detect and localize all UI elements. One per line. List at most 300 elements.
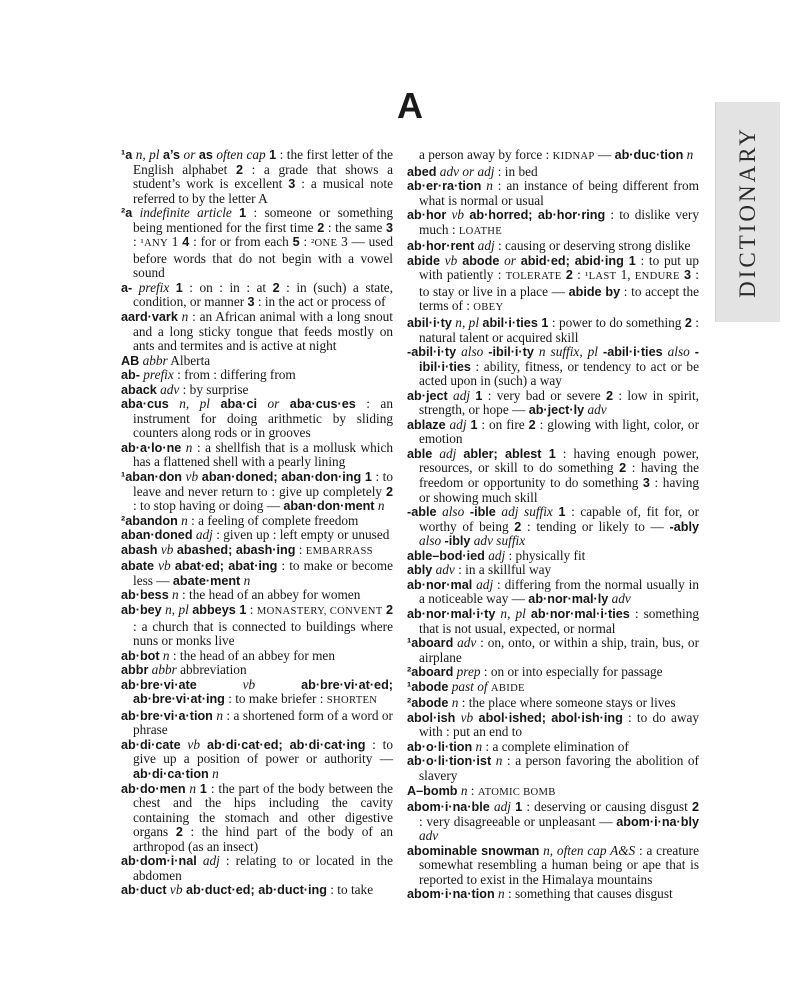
text-run: ²aboard	[407, 665, 454, 680]
dictionary-entry	[407, 316, 699, 345]
text-run: abom·i·na·bly	[616, 814, 699, 829]
text-run: EMBARRASS	[305, 545, 373, 557]
text-run: n	[448, 695, 459, 711]
text-run: prefix	[132, 279, 176, 295]
text-run: 2	[235, 162, 243, 177]
text-run: 1	[475, 388, 483, 403]
text-run: : the part of the body between the chest and the hips including the cavity containing the stomach and other digestive organs	[133, 780, 393, 840]
dictionary-entry	[407, 887, 699, 902]
text-run: adj suffix	[495, 504, 559, 520]
text-run: 2	[528, 417, 536, 432]
text-run: : an instrument for doing arithmetic by sliding counters along rods or in grooves	[133, 396, 393, 441]
text-run: 3	[288, 177, 296, 192]
text-run: ab·duct·ed; ab·duct·ing	[182, 883, 327, 898]
text-run: : for or from each	[189, 234, 293, 250]
text-run: : to give up a position of power or authority —	[133, 736, 394, 767]
dictionary-entry	[121, 709, 393, 738]
text-run: ¹a	[121, 148, 133, 162]
text-run: 2	[565, 268, 573, 283]
text-run: -able	[407, 505, 437, 520]
text-run: 3 — used before words that do not begin with a vowel sound	[133, 234, 394, 281]
dictionary-entry	[407, 208, 699, 239]
text-run: : an African animal with a long snout and a long sticky tongue that feeds mostly on ants and termites and is active at night	[133, 309, 393, 354]
text-run: abide by	[568, 284, 621, 299]
dictionary-entry	[407, 447, 699, 505]
text-run: abat·ed; abat·ing	[170, 559, 278, 574]
text-run: : the same	[324, 219, 386, 235]
text-run: a person away by force :	[419, 147, 553, 162]
text-run: ab·o·li·tion·ist	[407, 754, 492, 769]
text-run: ab·dom·i·nal	[121, 854, 197, 869]
dictionary-entry	[407, 754, 699, 783]
text-run: also	[436, 504, 470, 520]
text-run: 1	[175, 280, 183, 295]
dictionary-entry	[121, 148, 393, 206]
text-run: :	[299, 234, 312, 250]
text-run: 2	[272, 280, 280, 295]
text-run: : to accept the terms of :	[419, 283, 700, 314]
text-run: n, pl	[451, 315, 483, 331]
text-run: adj	[447, 387, 476, 403]
text-run: : on or into especially for passage	[480, 664, 663, 680]
text-run: : a shortened form of a word or phrase	[133, 707, 393, 738]
text-run: or	[180, 147, 199, 162]
text-run: ab·bre·vi·a·tion	[121, 708, 213, 723]
text-run: ¹aboard	[407, 636, 454, 651]
text-run: aban·doned; aban·don·ing 1	[198, 470, 372, 485]
text-run: abol·ished; abol·ish·ing	[473, 710, 623, 725]
text-run: : in (such) a state, condition, or manner	[133, 279, 394, 310]
text-run: or	[257, 396, 290, 412]
text-run: MONASTERY, CONVENT	[256, 605, 383, 617]
dictionary-entry	[121, 354, 393, 369]
dictionary-entry	[121, 588, 393, 603]
text-run: abom·i·na·tion	[407, 887, 495, 902]
text-run: ab·do·men	[121, 781, 186, 796]
text-run: abil·i·ty	[407, 316, 452, 331]
dictionary-entry	[121, 206, 393, 281]
text-run: n, pl	[161, 601, 193, 617]
dictionary-entry	[121, 663, 393, 678]
text-run: Alberta	[167, 352, 211, 368]
text-run: ab·bey	[121, 602, 162, 617]
text-run: ab·nor·mal·i·ty	[407, 606, 496, 621]
text-run: -ibil·i·ty	[488, 345, 534, 360]
text-run: AB	[121, 353, 140, 368]
dictionary-entry	[407, 239, 699, 254]
text-run: or	[499, 252, 521, 268]
text-run: : having the freedom or opportunity to do something	[419, 460, 699, 491]
text-run: -ibly	[444, 534, 471, 549]
text-run: abate	[121, 559, 154, 574]
text-run: ENDURE	[634, 271, 680, 283]
text-run: : having or showing much skill	[419, 475, 699, 505]
text-run: vb	[196, 676, 256, 692]
text-run: ab·duc·tion	[614, 148, 684, 162]
text-run: past of	[448, 678, 491, 694]
text-run: 1	[239, 206, 247, 221]
text-run: ¹LAST	[585, 271, 617, 283]
text-run: ab·bre·vi·ate	[121, 677, 197, 692]
text-run: ²abode	[407, 696, 449, 711]
text-run: n suffix, pl	[533, 344, 603, 360]
text-run: also	[456, 344, 489, 360]
text-run: vb	[157, 541, 174, 557]
text-run: ab·ject·ly	[528, 403, 585, 418]
text-run: able–bod·ied	[407, 548, 485, 563]
text-run: n	[683, 147, 694, 162]
dictionary-entry	[121, 397, 393, 441]
text-run: : physically fit	[505, 547, 586, 563]
text-run: : tending or likely to —	[521, 518, 670, 534]
text-run: : on, onto, or within a ship, train, bus, or airplane	[419, 635, 699, 665]
text-run: : low in spirit, strength, or hope —	[419, 387, 700, 418]
text-run: ab-	[121, 368, 140, 383]
text-run: -abil·i·ties	[602, 345, 663, 360]
text-run: ab·bot	[121, 648, 160, 663]
dictionary-entry	[121, 514, 393, 529]
text-run: adj	[474, 238, 495, 254]
text-run: : on fire	[477, 416, 529, 432]
text-run: abbr	[121, 663, 149, 678]
text-run: n	[181, 439, 193, 455]
text-run: n, pl	[132, 147, 163, 162]
dictionary-entry	[121, 559, 393, 588]
text-run: abil·i·ties 1	[482, 316, 549, 331]
text-run: : to dislike very much :	[419, 207, 700, 237]
dictionary-entry	[407, 563, 699, 578]
text-run: : to stop having or doing —	[133, 498, 284, 514]
text-run: aba·cus·es	[289, 397, 356, 412]
text-run: adj	[196, 853, 220, 869]
text-run: :	[467, 782, 478, 798]
side-tab	[715, 102, 780, 322]
dictionary-entry	[407, 505, 699, 549]
text-run: ab·hor·rent	[407, 239, 475, 254]
text-run: 2	[514, 519, 522, 534]
text-run: ably	[407, 563, 433, 578]
text-run: adv	[453, 635, 477, 651]
text-run: 3	[642, 476, 650, 491]
text-run: : a grade that shows a student’s work is excellent	[133, 161, 393, 192]
text-run: : the head of an abbey for men	[169, 647, 335, 663]
text-run: ab·o·li·tion	[407, 739, 473, 754]
text-run: n	[457, 782, 468, 798]
text-run: ab·di·cat·ed; ab·di·cat·ing	[199, 737, 366, 752]
text-run: adv	[419, 828, 439, 844]
text-run: adv or adj	[436, 163, 495, 179]
text-run: ²abandon	[121, 513, 178, 528]
text-run: adj	[472, 576, 494, 592]
text-run: : an instance of being different from what is normal or usual	[419, 178, 699, 208]
text-run: : ability, fitness, or tendency to act or be acted upon in (such) a way	[419, 358, 699, 389]
text-run: : a shellfish that is a mollusk which has a flattened shell with a pearly lining	[133, 439, 393, 470]
text-run: : to do away with : put an end to	[419, 709, 700, 740]
text-run: abode	[457, 253, 500, 268]
text-run: : to stay or live in a place —	[419, 267, 699, 299]
text-run: : a feeling of complete freedom	[187, 512, 359, 528]
text-run: ²a	[121, 206, 133, 221]
text-run: also	[419, 533, 445, 549]
dictionary-entry	[121, 603, 393, 649]
dictionary-entry	[407, 711, 699, 740]
dictionary-entry	[121, 543, 393, 560]
text-run: : something that causes disgust	[504, 886, 673, 902]
text-run: 1	[515, 800, 523, 815]
text-run: ab·bess	[121, 588, 169, 603]
text-run: :	[295, 541, 306, 557]
text-run: abid·ed; abid·ing 1	[520, 253, 636, 268]
dictionary-entry	[121, 383, 393, 398]
text-run: 1	[167, 234, 183, 250]
text-run: ab·nor·mal	[407, 577, 473, 592]
text-run: 1	[558, 505, 566, 520]
text-run: : having enough power, resources, or skill to do something	[419, 445, 700, 476]
text-run: : differing from the normal usually in a noticeable way —	[419, 576, 699, 607]
text-run: vb	[153, 558, 171, 574]
text-run: vb	[182, 469, 199, 485]
text-run: 3	[385, 220, 394, 235]
text-run: ab·a·lo·ne	[121, 440, 182, 455]
text-run: adv	[608, 591, 631, 607]
text-run: abbr	[148, 662, 177, 678]
text-run: n	[208, 765, 219, 781]
text-run: vb	[166, 882, 183, 898]
text-run: ab·nor·mal·i·ties	[530, 606, 630, 621]
text-run: : very bad or severe	[482, 387, 606, 403]
dictionary-entry	[121, 854, 393, 883]
text-run: 1	[199, 781, 207, 796]
text-run: n, often cap A&S	[539, 842, 636, 858]
dictionary-entry	[407, 844, 699, 888]
text-run: indefinite article	[132, 205, 240, 221]
text-run: -ibil·i·ties	[419, 345, 699, 374]
text-run: : in bed	[494, 163, 538, 179]
text-run: ABIDE	[490, 682, 525, 694]
column-left	[121, 148, 393, 902]
text-run: ¹abode	[407, 679, 449, 694]
text-run: : very disagreeable or unpleasant —	[419, 813, 617, 829]
text-run: : to make briefer :	[224, 691, 327, 707]
text-run: -ably	[669, 519, 699, 534]
dictionary-entry-continuation	[407, 148, 699, 165]
text-run: aban·don·ment	[283, 499, 375, 514]
text-run: : someone or something being mentioned for the first time	[133, 205, 393, 235]
text-run: ab·duct	[121, 883, 167, 898]
dictionary-entry	[121, 883, 393, 898]
text-run: a-	[121, 280, 133, 295]
text-run: 4	[182, 235, 190, 250]
text-run: : to put up with patiently :	[419, 252, 700, 283]
text-run: 2	[619, 461, 627, 476]
dictionary-entry	[121, 649, 393, 664]
text-run: n	[212, 707, 223, 723]
text-run: : to take	[326, 882, 374, 898]
text-run: aard·vark	[121, 310, 178, 325]
text-run: abed	[407, 164, 437, 179]
text-run: ab·di·ca·tion	[133, 766, 209, 781]
text-run: : the hind part of the body of an arthropod (as an insect)	[133, 824, 393, 854]
text-run: able	[407, 446, 433, 461]
text-run: —	[594, 147, 615, 162]
dictionary-entry	[121, 738, 393, 782]
text-run: : the first letter of the English alphabet	[133, 147, 393, 177]
text-run: n	[185, 780, 200, 796]
text-run: : a complete elimination of	[482, 738, 629, 754]
section-letter-heading: A	[397, 85, 423, 126]
text-run: ab·bre·vi·at·ed; ab·bre·vi·at·ing	[133, 677, 393, 707]
text-run: n	[491, 753, 503, 769]
text-run: : capable of, fit for, or worthy of being	[419, 504, 699, 534]
text-run: : given up : left empty or unused	[212, 527, 390, 543]
text-run: n	[177, 309, 189, 325]
text-run: : causing or deserving strong dislike	[494, 238, 691, 254]
text-run: ²ONE	[311, 238, 338, 250]
text-run: 5	[292, 235, 300, 250]
text-run: n	[240, 572, 251, 588]
text-run: prefix	[139, 367, 174, 383]
text-run: adj	[445, 416, 471, 432]
text-run: n	[481, 178, 493, 194]
text-run: : the head of an abbey for women	[178, 587, 361, 603]
text-run: 3	[247, 295, 255, 310]
text-run: : a creature somewhat resembling a human being or ape that is reported to exist in the Himalaya mountains	[419, 842, 699, 887]
text-run: 2	[684, 316, 692, 331]
text-run: : in the act or process of	[254, 294, 386, 310]
text-run: ab·nor·mal·ly	[528, 592, 609, 607]
dictionary-entry	[407, 549, 699, 564]
text-run: : a person favoring the abolition of slavery	[419, 753, 699, 783]
text-run: : from : differing from	[173, 367, 296, 383]
text-run: a’s	[162, 148, 181, 162]
text-run: ATOMIC BOMB	[477, 786, 556, 798]
text-run: : power to do something	[548, 315, 685, 331]
text-run: adv	[584, 402, 607, 418]
text-run: -abil·i·ty	[407, 345, 457, 360]
text-run: ab·hor	[407, 208, 447, 223]
text-run: ab·er·ra·tion	[407, 179, 482, 194]
dictionary-entry	[407, 418, 699, 447]
text-run: :	[572, 267, 586, 283]
text-run: ¹aban·don	[121, 470, 183, 485]
side-tab-label: DICTIONARY	[734, 126, 760, 298]
text-run: vb	[180, 736, 200, 752]
dictionary-entry	[407, 740, 699, 755]
text-run: n	[168, 587, 179, 603]
text-run: ab·di·cate	[121, 737, 181, 752]
text-run: : the place where someone stays or lives	[458, 695, 676, 711]
dictionary-entry	[407, 254, 699, 316]
text-run: OBEY	[473, 302, 504, 314]
text-run: : relating to or located in the abdomen	[133, 853, 393, 883]
text-run: n, pl	[495, 605, 531, 621]
text-run: abate·ment	[172, 573, 241, 588]
text-run: adv suffix	[470, 533, 526, 549]
text-run: adv	[156, 381, 180, 397]
text-run: adj	[484, 547, 506, 563]
text-run: 1	[269, 148, 277, 162]
text-run: :	[133, 234, 141, 250]
text-run: abler; ablest 1	[463, 446, 556, 461]
text-run: aback	[121, 382, 157, 397]
text-run: : to leave and never return to : give up completely	[133, 469, 394, 499]
dictionary-entry	[407, 800, 699, 844]
text-run: -ible	[469, 505, 496, 520]
dictionary-columns	[121, 148, 699, 902]
text-run: 2	[175, 825, 183, 840]
text-run: 1	[470, 417, 478, 432]
text-run: KIDNAP	[552, 151, 595, 162]
text-run: n	[494, 886, 505, 902]
text-run: abol·ish	[407, 710, 456, 725]
dictionary-entry	[407, 389, 699, 418]
text-run: prep	[453, 664, 481, 680]
text-run: also	[662, 344, 695, 360]
text-run: 3	[684, 268, 692, 283]
dictionary-entry	[407, 179, 699, 208]
text-run: n	[177, 512, 188, 528]
dictionary-entry	[121, 528, 393, 543]
text-run: : in a skillful way	[454, 562, 552, 578]
text-run: aba·ci	[220, 397, 257, 412]
text-run: vb	[455, 709, 474, 725]
text-run: adv	[432, 562, 455, 578]
text-run: adj	[432, 445, 464, 461]
text-run: abbeys 1	[192, 602, 247, 617]
text-run: : on : in : at	[182, 279, 273, 295]
text-run: abashed; abash·ing	[173, 542, 296, 557]
text-run: abbreviation	[176, 662, 247, 678]
text-run: abominable snowman	[407, 843, 540, 858]
text-run: 2	[385, 602, 394, 617]
text-run: abom·i·na·ble	[407, 800, 490, 815]
dictionary-entry	[407, 607, 699, 636]
dictionary-entry	[407, 784, 699, 801]
column-right	[407, 148, 699, 902]
dictionary-entry	[407, 636, 699, 665]
text-run: aban·doned	[121, 528, 193, 543]
dictionary-entry	[407, 165, 699, 180]
text-run: ¹ANY	[140, 238, 168, 250]
text-run: : a church that is connected to buildings where nuns or monks live	[133, 618, 393, 649]
dictionary-entry	[407, 665, 699, 680]
text-run: aba·cus	[121, 397, 169, 412]
text-run: ablaze	[407, 417, 446, 432]
text-run: 1,	[616, 267, 635, 283]
text-run: : by surprise	[179, 381, 249, 397]
text-run: ab·horred; ab·hor·ring	[464, 208, 606, 223]
text-run: abash	[121, 542, 158, 557]
text-run: as	[198, 148, 213, 162]
text-run: vb	[439, 252, 458, 268]
text-run: : natural talent or acquired skill	[419, 315, 699, 345]
text-run: 2	[317, 220, 325, 235]
text-run: 2	[385, 484, 393, 499]
dictionary-entry	[121, 678, 393, 709]
text-run: abide	[407, 253, 440, 268]
text-run: : to make or become less —	[133, 558, 394, 588]
dictionary-entry	[121, 310, 393, 354]
text-run: vb	[446, 207, 465, 223]
text-run: 2	[605, 388, 614, 403]
text-run: 2	[691, 800, 699, 815]
text-run: : a musical note referred to by the letter A	[133, 176, 393, 206]
text-run: n, pl	[168, 396, 221, 412]
text-run: n	[374, 498, 385, 514]
dictionary-entry	[407, 696, 699, 711]
dictionary-entry	[121, 281, 393, 310]
dictionary-entry	[407, 578, 699, 607]
